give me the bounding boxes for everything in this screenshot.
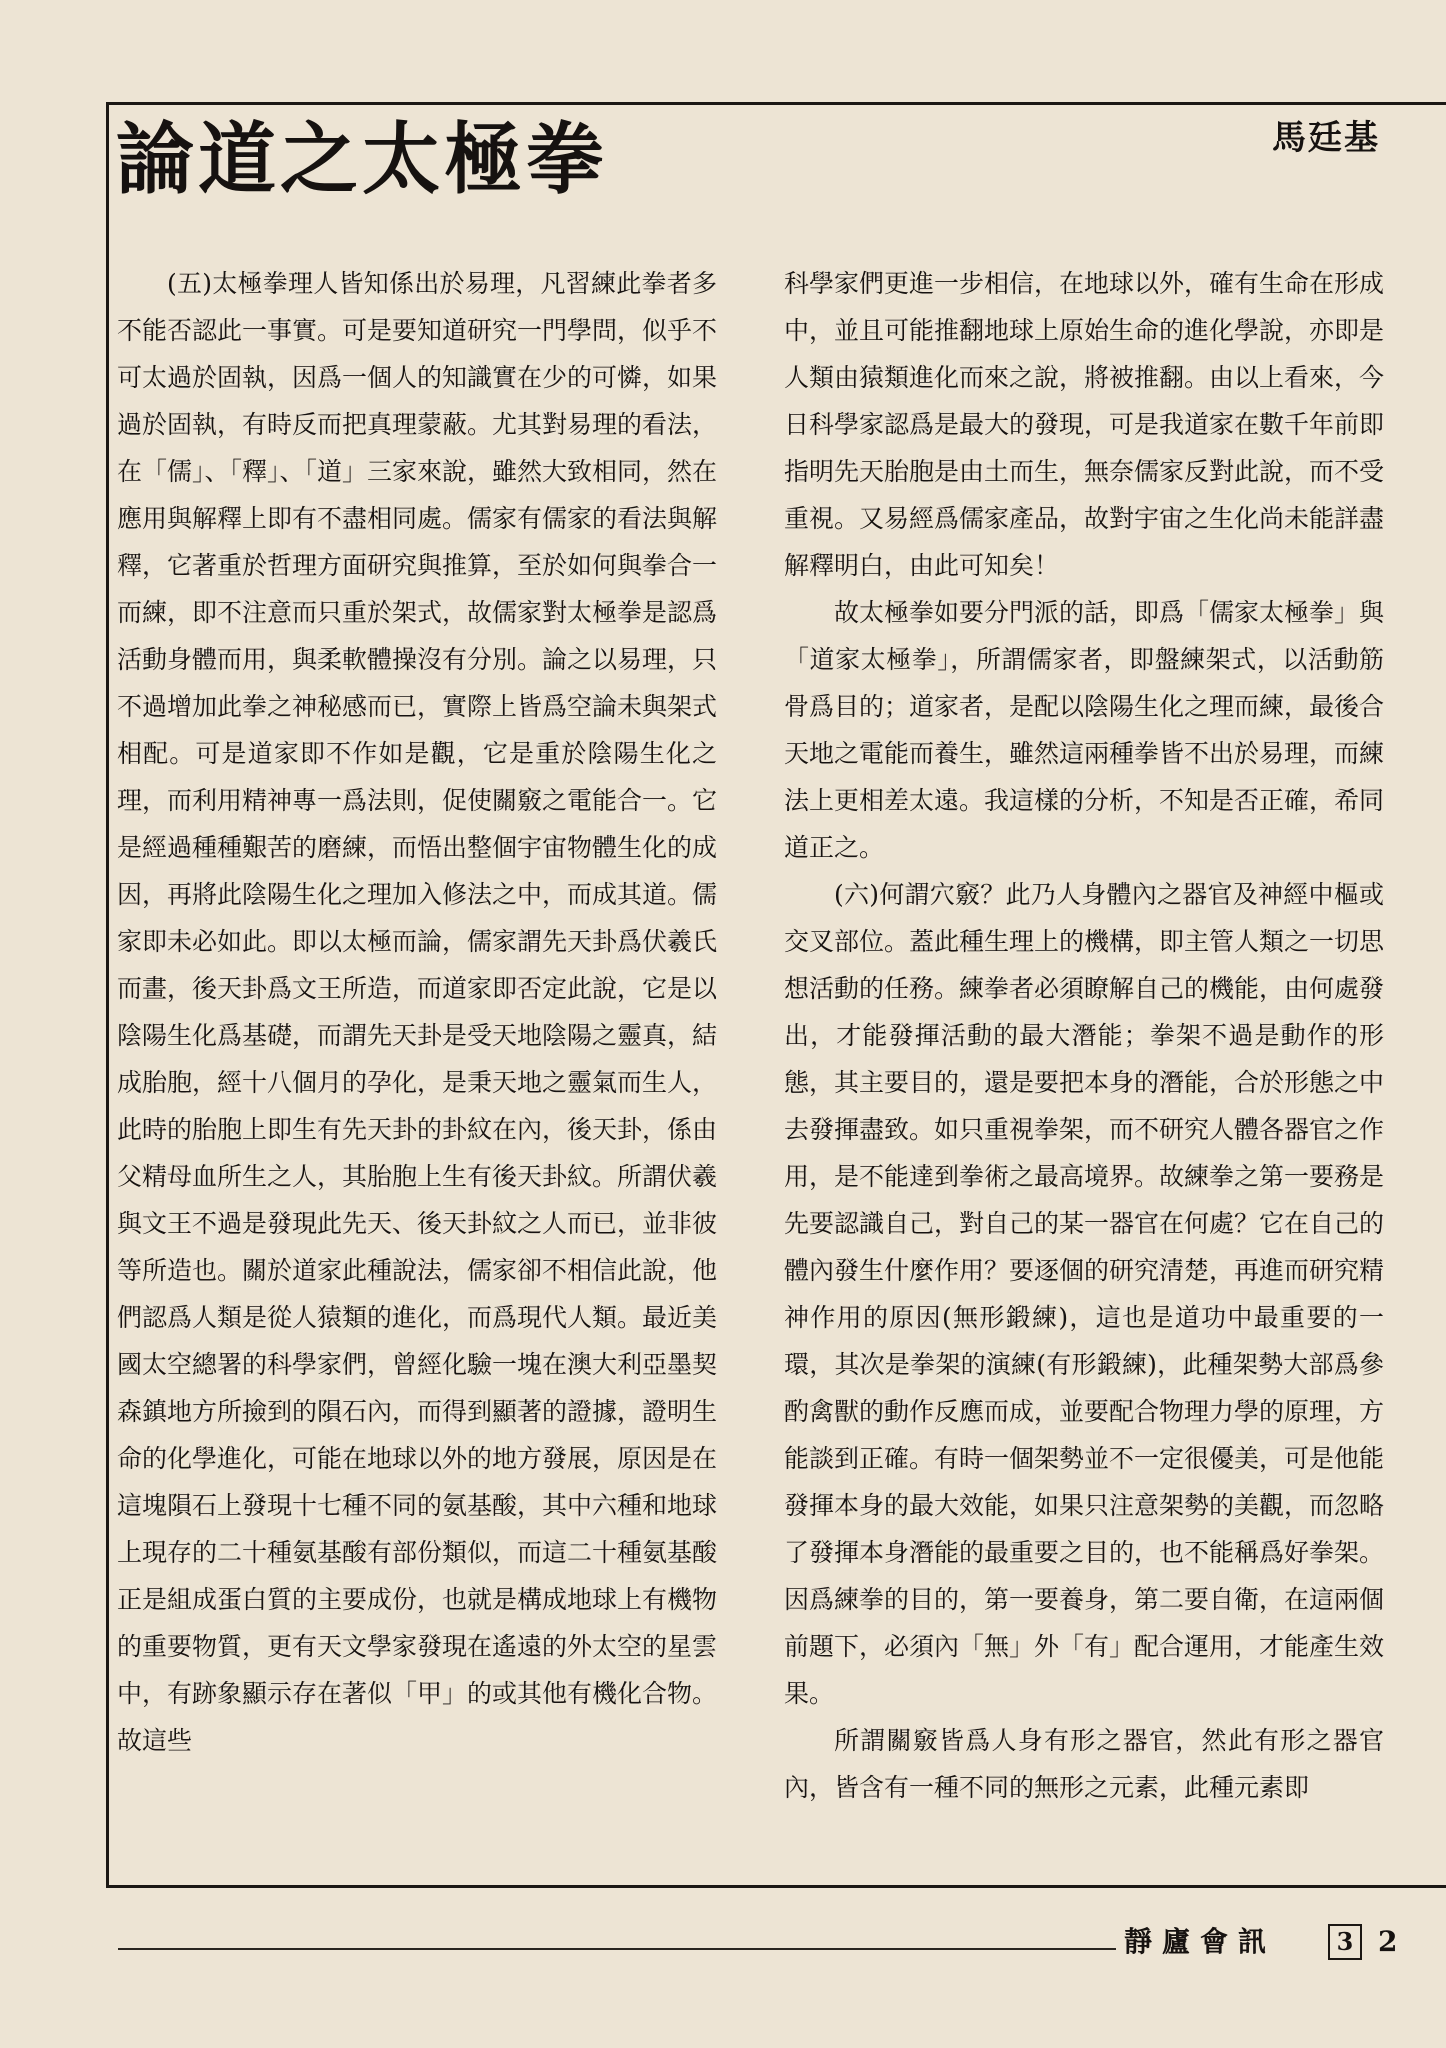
article-author: 馬廷基 bbox=[1272, 118, 1380, 158]
page-number: 2 bbox=[1378, 1925, 1398, 1958]
paragraph-acupoints: 所謂關竅皆爲人身有形之器官，然此有形之器官內，皆含有一種不同的無形之元素，此種元素即 bbox=[784, 1726, 1384, 1802]
paragraph-six: (六)何謂穴竅？此乃人身體內之器官及神經中樞或交叉部位。蓋此種生理上的機構，即主管人類之一切思想活動的任務。練拳者必須瞭解自己的機能，由何處發出，才能發揮活動的最大潛能；拳架不過是動作的形態，其主要目的，還是要把本身的潛能，合於形態之中去發揮盡致。如只重視拳架，而不研究人體各器官之作用，是不能達到拳術之最高境界。故練拳之第一要務是先要認識自己，對自己的某一器官在何處？它在自己的體內發生什麼作用？要逐個的研究清楚，再進而研究精神作用的原因(無形鍛練)，這也是道功中最重要的一環，其次是拳架的演練(有形鍛練)，此種架勢大部爲參酌禽獸的動作反應而成，並要配合物理力學的原理，方能談到正確。有時一個架勢並不一定很優美，可是他能發揮本身的最大效能，如果只注意架勢的美觀，而忽略了發揮本身潛能的最重要之目的，也不能稱爲好拳架。因爲練拳的目的，第一要養身，第二要自衛，在這兩個前題下，必須內「無」外「有」配合運用，才能產生效果。 bbox=[784, 880, 1385, 1708]
paragraph-schools: 故太極拳如要分門派的話，即爲「儒家太極拳」與「道家太極拳」，所謂儒家者，即盤練架式，以活動筋骨爲目的；道家者，是配以陰陽生化之理而練，最後合天地之電能而養生，雖然這兩種拳皆不出於易理，而練法上更相差太遠。我這樣的分析，不知是否正確，希同道正之。 bbox=[784, 598, 1385, 862]
right-column bbox=[784, 260, 1384, 1811]
footer-rule bbox=[118, 1948, 1116, 1950]
publication-name: 靜廬會訊 bbox=[1124, 1925, 1277, 1958]
left-column bbox=[117, 260, 717, 1764]
issue-number-box: 3 bbox=[1328, 1924, 1362, 1960]
article-title: 論道之太極拳 bbox=[116, 114, 609, 205]
paragraph-five: (五)太極拳理人皆知係出於易理，凡習練此拳者多不能否認此一事實。可是要知道研究一門學問，似乎不可太過於固執，因爲一個人的知識實在少的可憐，如果過於固執，有時反而把真理蒙蔽。尤其對易理的看法，在「儒」、「釋」、「道」三家來說，雖然大致相同，然在應用與解釋上即有不盡相同處。儒家有儒家的看法與解釋，它著重於哲理方面研究與推算，至於如何與拳合一而練，即不注意而只重於架式，故儒家對太極拳是認爲活動身體而用，與柔軟體操沒有分別。論之以易理，只不過增加此拳之神秘感而已，實際上皆爲空論未與架式相配。可是道家即不作如是觀，它是重於陰陽生化之理，而利用精神專一爲法則，促使關竅之電能合一。它是經過種種艱苦的磨練，而悟出整個宇宙物體生化的成因，再將此陰陽生化之理加入修法之中，而成其道。儒家即未必如此。即以太極而論，儒家謂先天卦爲伏羲氏而畫，後天卦爲文王所造，而道家即否定此說，它是以陰陽生化爲基礎，而謂先天卦是受天地陰陽之靈真，結成胎胞，經十八個月的孕化，是秉天地之靈氣而生人，此時的胎胞上即生有先天卦的卦紋在內，後天卦，係由父精母血所生之人，其胎胞上生有後天卦紋。所謂伏羲與文王不過是發現此先天、後天卦紋之人而已，並非彼等所造也。關於道家此種說法，儒家卻不相信此說，他們認爲人類是從人猿類的進化，而爲現代人類。最近美國太空總署的科學家們，曾經化驗一塊在澳大利亞墨契森鎮地方所撿到的隕石內，而得到顯著的證據，證明生命的化學進化，可能在地球以外的地方發展，原因是在這塊隕石上發現十七種不同的氨基酸，其中六種和地球上現存的二十種氨基酸有部份類似，而這二十種氨基酸正是組成蛋白質的主要成份，也就是構成地球上有機物的重要物質，更有天文學家發現在遙遠的外太空的星雲中，有跡象顯示存在著似「甲」的或其他有機化合物。故這些 bbox=[117, 269, 718, 1755]
paragraph-five-continued: 科學家們更進一步相信，在地球以外，確有生命在形成中，並且可能推翻地球上原始生命的進化學說，亦即是人類由猿類進化而來之說，將被推翻。由以上看來，今日科學家認爲是最大的發現，可是我道家在數千年前即指明先天胎胞是由土而生，無奈儒家反對此說，而不受重視。又易經爲儒家產品，故對宇宙之生化尚未能詳盡解釋明白，由此可知矣！ bbox=[784, 269, 1385, 580]
